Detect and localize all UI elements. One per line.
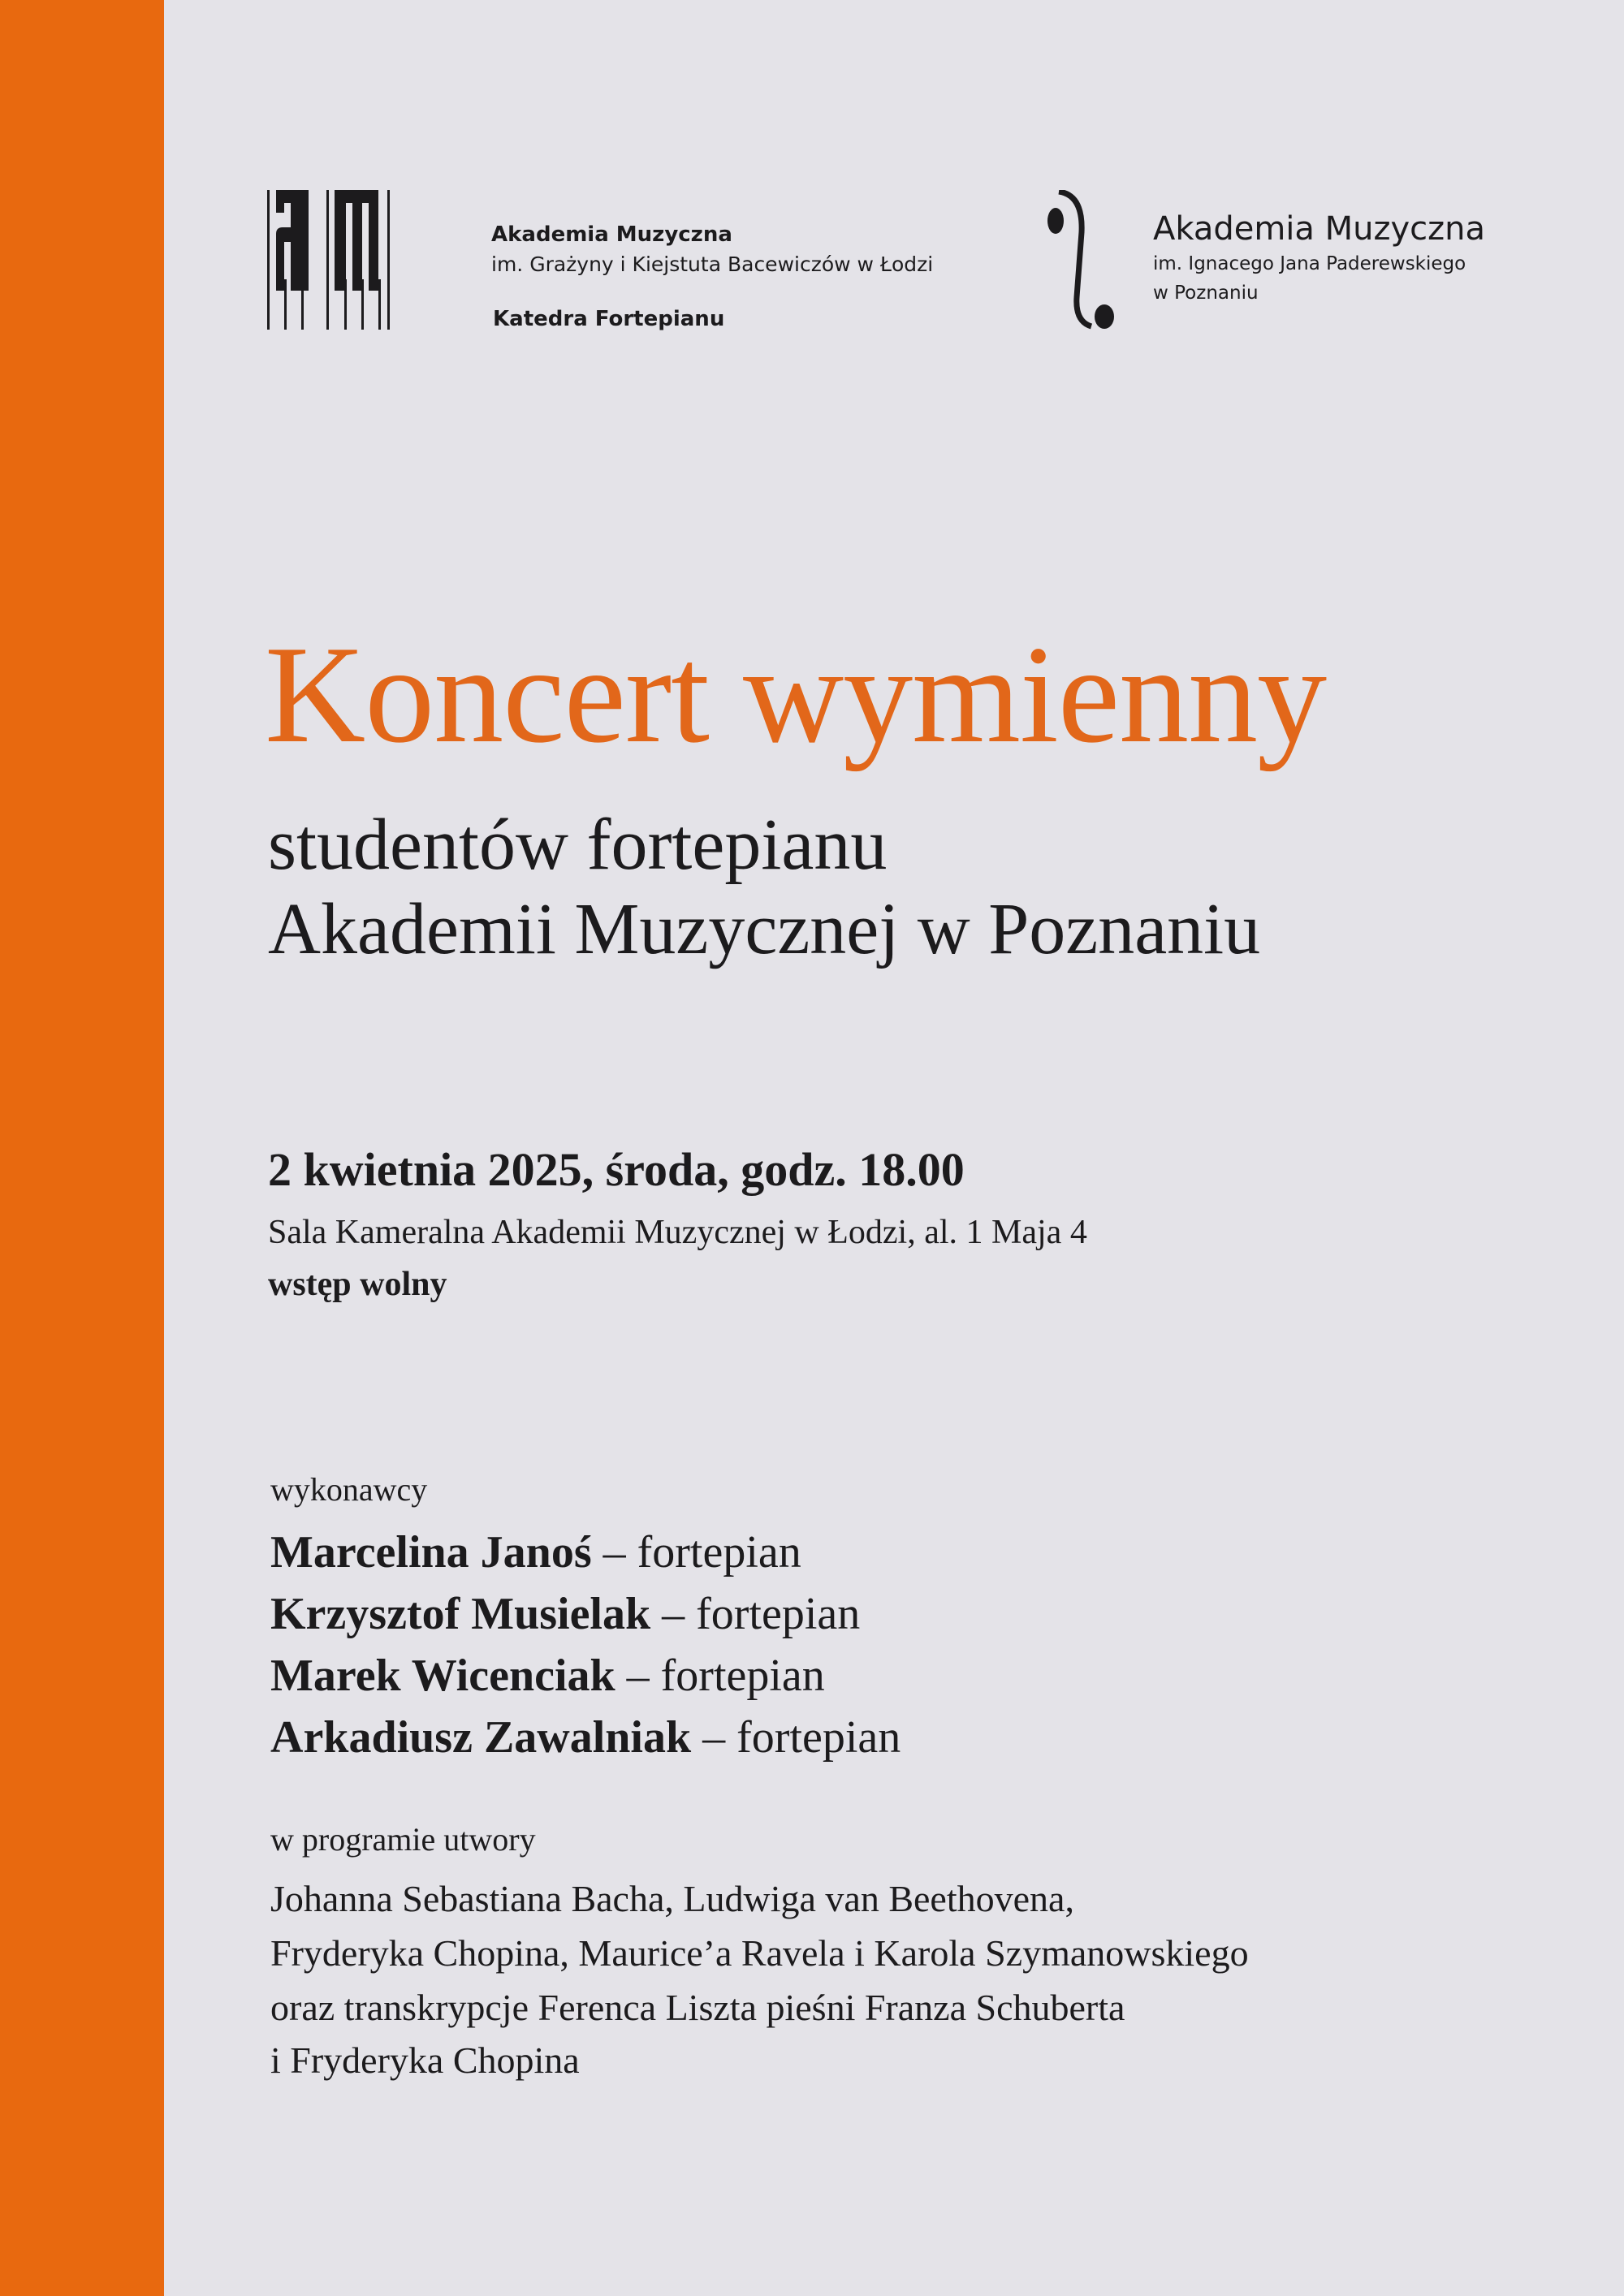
performers-label: wykonawcy (270, 1471, 428, 1508)
poznan-clef-logo (1047, 190, 1122, 330)
orange-side-bar (0, 0, 164, 2296)
performer (270, 1712, 901, 1763)
program-label: w programie utwory (270, 1821, 536, 1858)
subtitle-line-2: Akademii Muzycznej w Poznaniu (268, 889, 1261, 969)
poznan-academy-name: Akademia Muzyczna (1153, 210, 1486, 248)
event-date: 2 kwietnia 2025, środa, godz. 18.00 (268, 1143, 965, 1196)
performer-name: Krzysztof Musielak (270, 1589, 651, 1639)
performer (270, 1591, 860, 1637)
subtitle-line-1: studentów fortepianu (268, 805, 888, 885)
program-line: oraz transkrypcje Ferenca Liszta pieśni Franza Schuberta (270, 1987, 1125, 2028)
program-line: i Fryderyka Chopina (270, 2039, 580, 2081)
program-line: Fryderyka Chopina, Maurice’a Ravela i Karola Szymanowskiego (270, 1932, 1249, 1974)
department-name: Katedra Fortepianu (493, 307, 725, 331)
performer-instrument: – fortepian (691, 1712, 901, 1763)
lodz-academy-subtitle: im. Grażyny i Kiejstuta Bacewiczów w Łodzi (491, 252, 934, 276)
performer-instrument: – fortepian (615, 1651, 825, 1701)
concert-title: Koncert wymienny (265, 618, 1327, 772)
performer (270, 1651, 825, 1701)
event-venue: Sala Kameralna Akademii Muzycznej w Łodzi, al. 1 Maja 4 (268, 1214, 1087, 1251)
poznan-academy-city: w Poznaniu (1153, 283, 1259, 304)
performer-name: Arkadiusz Zawalniak (270, 1712, 692, 1763)
performer-name: Marcelina Janoś (270, 1527, 592, 1577)
performer-instrument: – fortepian (591, 1527, 801, 1577)
lodz-academy-name: Akademia Muzyczna (491, 222, 732, 247)
performer (270, 1527, 801, 1577)
performer-name: Marek Wicenciak (270, 1651, 615, 1701)
program-line: Johanna Sebastiana Bacha, Ludwiga van Beethovena, (270, 1878, 1074, 1919)
admission: wstęp wolny (268, 1266, 447, 1303)
poznan-academy-subtitle: im. Ignacego Jana Paderewskiego (1153, 253, 1466, 274)
am-piano-logo (266, 190, 437, 330)
performer-instrument: – fortepian (650, 1589, 861, 1639)
